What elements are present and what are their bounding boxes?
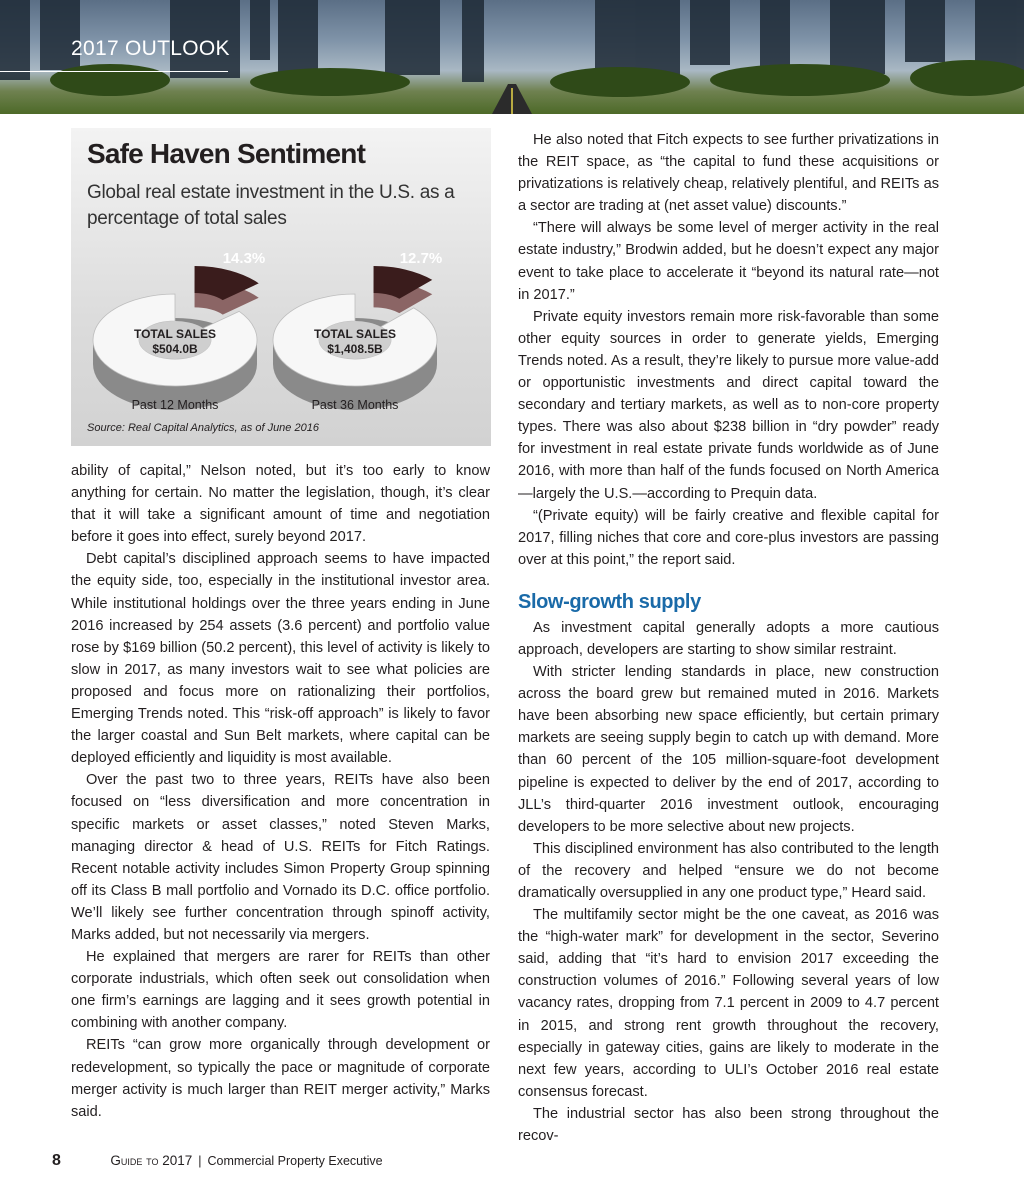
chart-subtitle: Global real estate investment in the U.S. as a percentage of total sales xyxy=(87,182,455,229)
slice-label-36-months: 12.7% xyxy=(399,250,443,267)
publication-title: Guide to 2017 xyxy=(110,1153,193,1168)
chart-title: Safe Haven Sentiment xyxy=(87,138,366,169)
section-title: 2017 OUTLOOK xyxy=(71,37,230,60)
body-paragraph: REITs “can grow more organically through development or redevelopment, so typically the pace or magnitude of corporate merger activity is much larger than REIT merger activity,” Marks said. xyxy=(71,1037,490,1120)
body-paragraph: Debt capital’s disciplined approach seems to have impacted the equity side, too, especially in the institutional investor area. While institutional holdings over the three years ending in June 2016 increased by 254 assets (3.6 percent) and portfolio value rose by $169 billion (50.2 percent), this level of activity is likely to slow in 2017, as many investors wait to see what policies are proposed and focus more on rationalizing their portfolios, Emerging Trends noted. This “risk-off approach” is likely to favor the larger coastal and Sun Belt markets, where capital can be deployed efficiently and liquidity is most available. xyxy=(71,551,490,767)
center-value-36-months: $1,408.5B xyxy=(327,342,383,356)
body-paragraph: This disciplined environment has also contributed to the length of the recovery and helped “ensure we do not become dramatically oversupplied in any one product type,” Heard said. xyxy=(518,840,939,901)
title-underline xyxy=(0,71,228,72)
body-paragraph: The multifamily sector might be the one caveat, as 2016 was the “high-water mark” for development in the sector, Severino said, adding that “it’s hard to envision 2017 exceeding the construction volumes of 2016.” Following several years of low vacancy rates, dropping from 7.1 percent in 2009 to 4.7 percent in 2015, and strong rent growth throughout the recovery, especially in gateway cities, gains are likely to moderate in the next few years, according to ULI’s October 2016 real estate consensus forecast. xyxy=(518,907,939,1100)
body-paragraph: He explained that mergers are rarer for REITs than other corporate industrials, which often seek out consolidation when one firm’s earnings are lagging and it sees growth potential in combining with another company. xyxy=(71,949,490,1032)
left-column xyxy=(71,460,490,1123)
body-paragraph: He also noted that Fitch expects to see further privatizations in the REIT space, as “the capital to fund these acquisitions or privatizations is relatively cheap, relatively plentiful, and REITs as a sector are trading at (net asset value) discounts.” xyxy=(518,132,939,215)
body-paragraph: ability of capital,” Nelson noted, but it’s too early to know anything for certain. No matter the legislation, though, it’s clear that it will take a significant amount of time and negotiation before it goes into effect, surely beyond 2017. xyxy=(71,463,490,546)
magazine-name: Commercial Property Executive xyxy=(207,1154,383,1168)
body-paragraph: As investment capital generally adopts a more cautious approach, developers are starting to show similar restraint. xyxy=(518,619,939,658)
category-label-36-months: Past 36 Months xyxy=(311,398,399,412)
donut-charts xyxy=(71,128,491,446)
body-paragraph: “There will always be some level of merger activity in the real estate industry,” Brodwin added, but he doesn’t expect any major event to take place to accelerate it “beyond its natural rate—not in 2017.” xyxy=(518,220,939,303)
body-paragraph: Over the past two to three years, REITs have also been focused on “less diversification and more concentration in specific markets or asset classes,” noted Steven Marks, managing director & head of U.S. REITs for Fitch Ratings. Recent notable activity includes Simon Property Group spinning off its Class B mall portfolio and Vornado its D.C. office portfolio. We’ll likely see further concentration through spinoff activity, Marks added, but not necessarily via mergers. xyxy=(71,772,490,943)
body-paragraph: The industrial sector has also been strong throughout the recov- xyxy=(518,1105,939,1145)
page-number: 8 xyxy=(52,1152,61,1169)
body-paragraph: Private equity investors remain more risk-favorable than some other equity sources in order to generate yields, Emerging Trends noted. As a result, they’re likely to pursue more value-add or opportunistic investments and direct capital toward the secondary and tertiary markets, as well as to non-core property types. There was also about $238 billion in “dry powder” ready for investment in real estate private funds worldwide as of June 2016, with more than half of the funds focused on North America—largely the U.S.—according to Prequin data. xyxy=(518,308,939,502)
right-column xyxy=(518,129,939,1147)
slice-past-12-months xyxy=(195,266,259,315)
category-label-12-months: Past 12 Months xyxy=(131,398,219,412)
center-label-12-months: TOTAL SALES xyxy=(133,327,217,341)
slice-past-36-months xyxy=(374,266,433,313)
page-footer xyxy=(52,1152,383,1170)
slice-label-12-months: 14.3% xyxy=(222,250,266,267)
body-paragraph: “(Private equity) will be fairly creative and flexible capital for 2017, filling niches that core and core-plus investors are passing over at this point,” the report said. xyxy=(518,507,939,568)
chart-source: Source: Real Capital Analytics, as of June 2016 xyxy=(87,422,319,434)
center-label-36-months: TOTAL SALES xyxy=(313,327,397,341)
header-banner xyxy=(0,0,1024,114)
subheading: Slow-growth supply xyxy=(518,590,701,613)
chart-panel xyxy=(71,128,491,446)
footer-separator: | xyxy=(198,1154,202,1168)
body-paragraph: With stricter lending standards in place, new construction across the board grew but remained muted in 2016. Markets have been absorbing new space efficiently, but certain primary markets are seeing supply begin to catch up with demand. More than 60 percent of the 105 million-square-foot development pipeline is expected to deliver by the end of 2017, according to JLL’s third-quarter 2016 investment outlook, encouraging developers to be more selective about new projects. xyxy=(518,664,939,835)
center-value-12-months: $504.0B xyxy=(152,342,198,356)
